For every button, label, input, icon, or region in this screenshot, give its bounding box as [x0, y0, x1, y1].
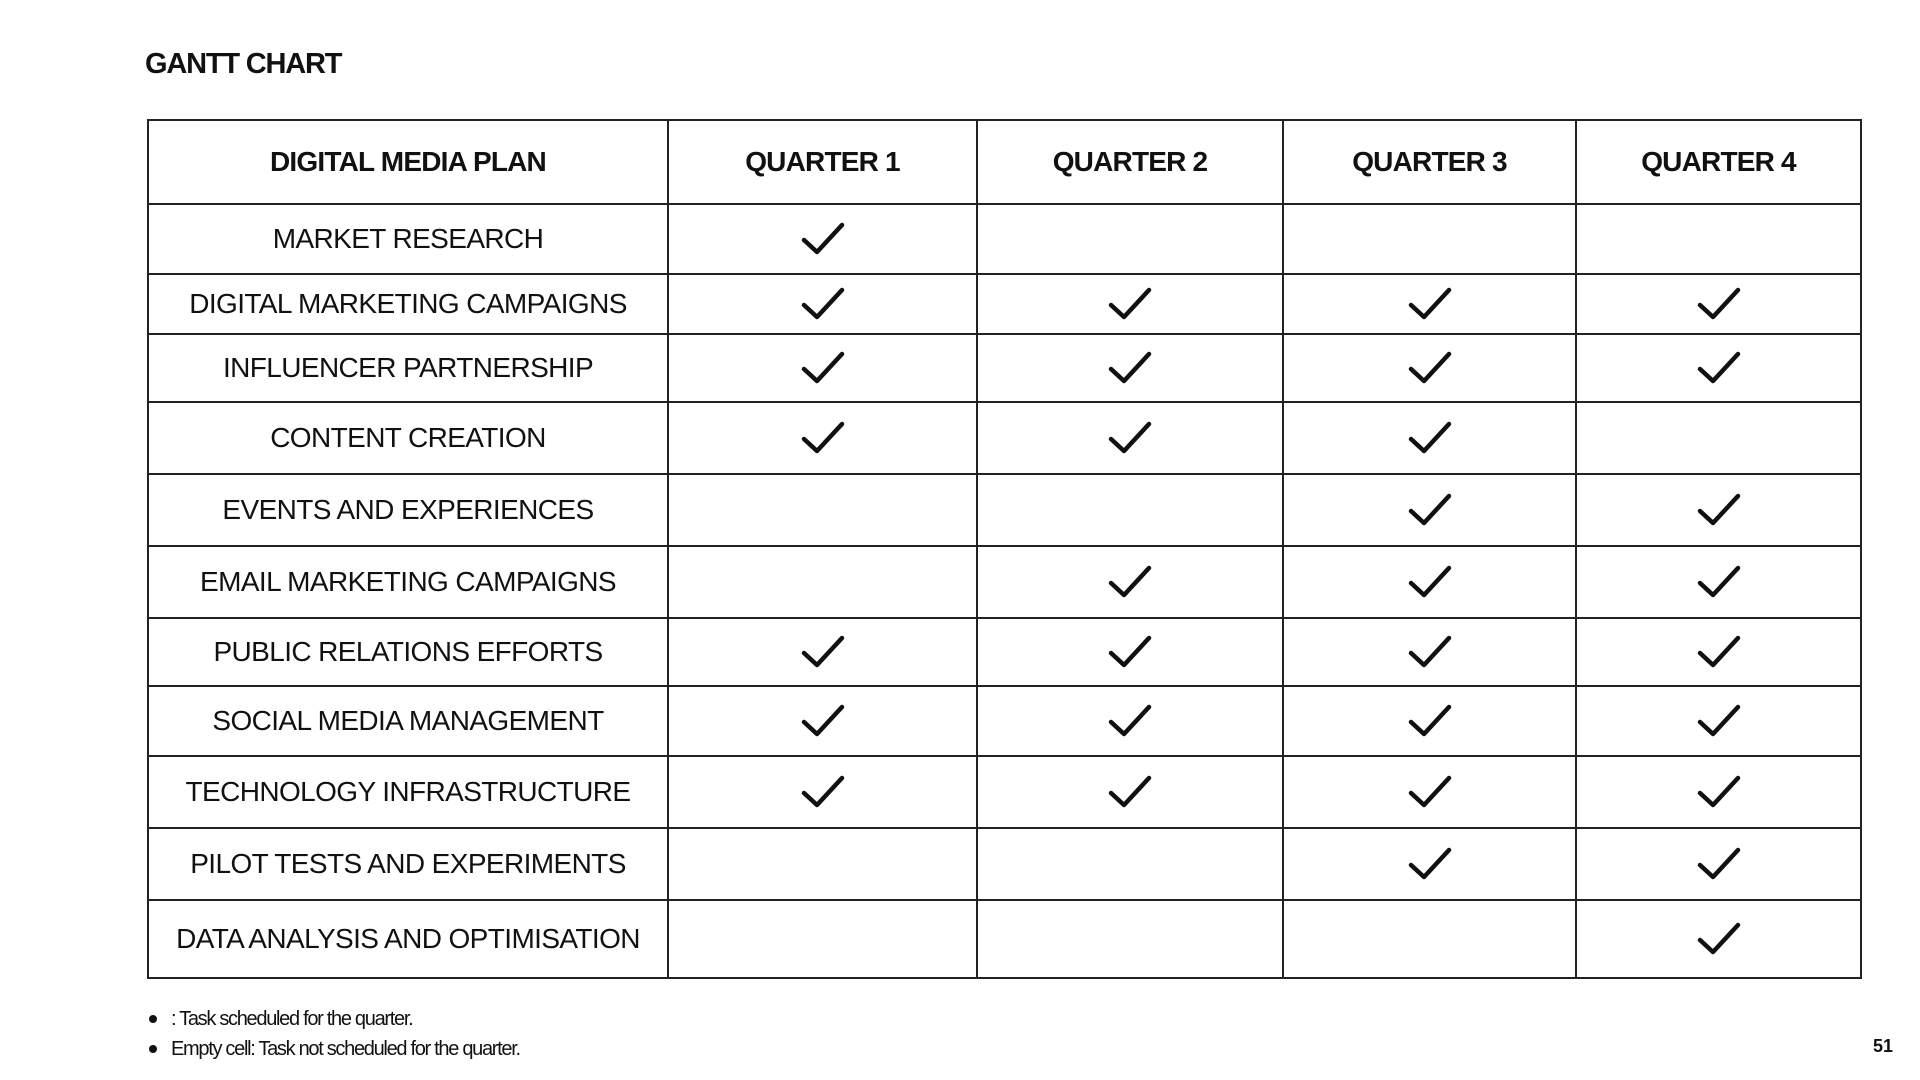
checkmark-icon	[1408, 846, 1452, 882]
quarter-4-cell	[1576, 204, 1861, 274]
quarter-4-cell	[1576, 756, 1861, 828]
quarter-4-cell	[1576, 618, 1861, 686]
checkmark-icon	[1408, 564, 1452, 600]
checkmark-icon	[1408, 703, 1452, 739]
quarter-1-cell	[668, 828, 977, 900]
checkmark-icon	[1408, 420, 1452, 456]
quarter-2-cell	[977, 618, 1283, 686]
table-row	[148, 274, 1861, 334]
checkmark-icon	[801, 286, 845, 322]
header-row	[148, 120, 1861, 204]
checkmark-icon	[1697, 703, 1741, 739]
checkmark-icon	[1108, 350, 1152, 386]
checkmark-icon	[801, 350, 845, 386]
table-row	[148, 474, 1861, 546]
checkmark-icon	[1408, 350, 1452, 386]
checkmark-icon	[801, 703, 845, 739]
note-empty-text: Empty cell: Task not scheduled for the quarter.	[171, 1038, 520, 1060]
quarter-3-cell	[1283, 546, 1576, 618]
quarter-2-cell	[977, 546, 1283, 618]
checkmark-icon	[1697, 634, 1741, 670]
quarter-3-cell	[1283, 474, 1576, 546]
table-row	[148, 402, 1861, 474]
task-name: EMAIL MARKETING CAMPAIGNS	[148, 546, 668, 618]
checkmark-icon	[1697, 846, 1741, 882]
checkmark-icon	[1108, 564, 1152, 600]
checkmark-icon	[1108, 634, 1152, 670]
quarter-3-cell	[1283, 828, 1576, 900]
checkmark-icon	[1697, 774, 1741, 810]
quarter-2-cell	[977, 828, 1283, 900]
quarter-2-cell	[977, 756, 1283, 828]
gantt-table	[147, 119, 1862, 979]
checkmark-icon	[1108, 286, 1152, 322]
quarter-4-cell	[1576, 546, 1861, 618]
checkmark-icon	[801, 774, 845, 810]
quarter-4-cell	[1576, 334, 1861, 402]
task-name: MARKET RESEARCH	[148, 204, 668, 274]
quarter-2-cell	[977, 204, 1283, 274]
task-name: EVENTS AND EXPERIENCES	[148, 474, 668, 546]
quarter-2-cell	[977, 686, 1283, 756]
checkmark-icon	[1697, 921, 1741, 957]
checkmark-icon	[1108, 420, 1152, 456]
quarter-2-cell	[977, 274, 1283, 334]
task-name: CONTENT CREATION	[148, 402, 668, 474]
table-row	[148, 900, 1861, 978]
legend-notes	[145, 1004, 520, 1064]
table-row	[148, 756, 1861, 828]
quarter-3-cell	[1283, 204, 1576, 274]
task-name: DATA ANALYSIS AND OPTIMISATION	[148, 900, 668, 978]
table-row	[148, 618, 1861, 686]
quarter-4-cell	[1576, 900, 1861, 978]
checkmark-icon	[1408, 774, 1452, 810]
quarter-1-cell	[668, 900, 977, 978]
checkmark-icon	[1108, 703, 1152, 739]
checkmark-icon	[1108, 774, 1152, 810]
header-quarter-3: QUARTER 3	[1283, 120, 1576, 204]
quarter-2-cell	[977, 900, 1283, 978]
quarter-4-cell	[1576, 686, 1861, 756]
checkmark-icon	[801, 420, 845, 456]
quarter-1-cell	[668, 334, 977, 402]
checkmark-icon	[1408, 492, 1452, 528]
note-empty	[145, 1034, 520, 1064]
gantt-body	[148, 204, 1861, 978]
quarter-1-cell	[668, 402, 977, 474]
quarter-2-cell	[977, 334, 1283, 402]
quarter-2-cell	[977, 474, 1283, 546]
checkmark-icon	[1697, 492, 1741, 528]
checkmark-icon	[1697, 350, 1741, 386]
quarter-3-cell	[1283, 900, 1576, 978]
quarter-1-cell	[668, 756, 977, 828]
task-name: SOCIAL MEDIA MANAGEMENT	[148, 686, 668, 756]
quarter-1-cell	[668, 546, 977, 618]
header-quarter-2: QUARTER 2	[977, 120, 1283, 204]
task-name: INFLUENCER PARTNERSHIP	[148, 334, 668, 402]
quarter-4-cell	[1576, 402, 1861, 474]
header-quarter-4: QUARTER 4	[1576, 120, 1861, 204]
table-row	[148, 204, 1861, 274]
quarter-1-cell	[668, 618, 977, 686]
task-name: TECHNOLOGY INFRASTRUCTURE	[148, 756, 668, 828]
quarter-4-cell	[1576, 474, 1861, 546]
quarter-1-cell	[668, 204, 977, 274]
quarter-4-cell	[1576, 828, 1861, 900]
table-row	[148, 334, 1861, 402]
quarter-4-cell	[1576, 274, 1861, 334]
quarter-3-cell	[1283, 402, 1576, 474]
checkmark-icon	[1697, 286, 1741, 322]
quarter-1-cell	[668, 686, 977, 756]
checkmark-icon	[1408, 286, 1452, 322]
checkmark-icon	[801, 634, 845, 670]
quarter-3-cell	[1283, 274, 1576, 334]
page-number: 51	[1873, 1036, 1894, 1056]
quarter-1-cell	[668, 274, 977, 334]
checkmark-icon	[1697, 564, 1741, 600]
task-name: PILOT TESTS AND EXPERIMENTS	[148, 828, 668, 900]
checkmark-icon	[801, 221, 845, 257]
note-scheduled	[145, 1004, 520, 1034]
table-row	[148, 686, 1861, 756]
quarter-2-cell	[977, 402, 1283, 474]
quarter-3-cell	[1283, 334, 1576, 402]
quarter-3-cell	[1283, 686, 1576, 756]
task-name: DIGITAL MARKETING CAMPAIGNS	[148, 274, 668, 334]
table-row	[148, 828, 1861, 900]
page-title: GANTT CHART	[145, 48, 342, 80]
quarter-3-cell	[1283, 756, 1576, 828]
bullet-icon	[149, 1045, 157, 1053]
header-quarter-1: QUARTER 1	[668, 120, 977, 204]
task-name: PUBLIC RELATIONS EFFORTS	[148, 618, 668, 686]
header-plan: DIGITAL MEDIA PLAN	[148, 120, 668, 204]
bullet-icon	[149, 1015, 157, 1023]
quarter-3-cell	[1283, 618, 1576, 686]
note-scheduled-text: : Task scheduled for the quarter.	[171, 1008, 413, 1030]
quarter-1-cell	[668, 474, 977, 546]
table-row	[148, 546, 1861, 618]
checkmark-icon	[1408, 634, 1452, 670]
